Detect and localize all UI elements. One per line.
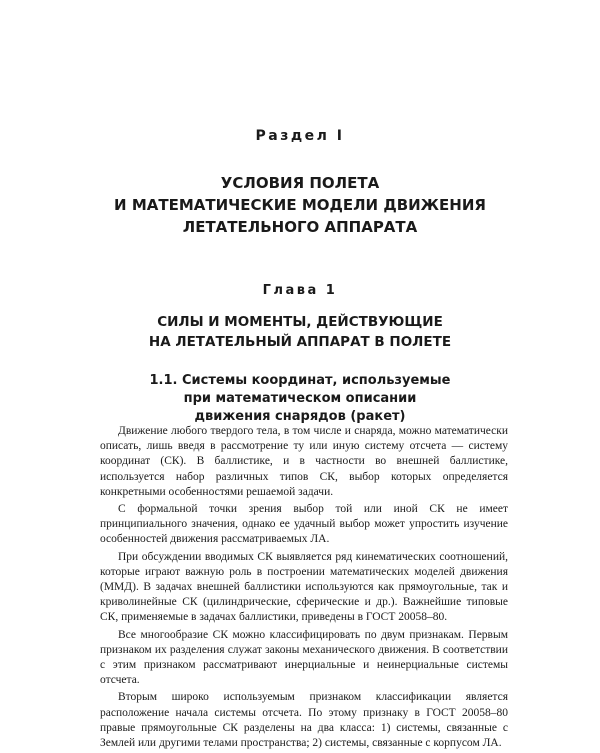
paragraph: Все многообразие СК можно классифицировать по двум признакам. Первым признаком их разделения служат законы механического движения. В соответствии с этим признаком рассматривают инерциальные и неинерциальные системы отсчета. xyxy=(100,628,508,687)
subsection-title-line: 1.1. Системы координат, используемые xyxy=(149,373,451,388)
body-text xyxy=(100,424,508,753)
section-label: Раздел I xyxy=(255,128,345,144)
chapter-title xyxy=(0,312,600,352)
subsection-title xyxy=(0,372,600,426)
paragraph: С формальной точки зрения выбор той или иной СК не имеет принципиального значения, однако ее удачный выбор может упростить изучение особенностей движения рассматриваемых ЛА. xyxy=(100,503,508,546)
section-title-line: ЛЕТАТЕЛЬНОГО АППАРАТА xyxy=(182,218,418,236)
chapter-title-line: НА ЛЕТАТЕЛЬНЫЙ АППАРАТ В ПОЛЕТЕ xyxy=(148,334,452,350)
paragraph: Вторым широко используемым признаком классификации является расположение начала системы отсчета. По этому признаку в ГОСТ 20058–80 правые прямоугольные СК разделены на два класса: 1) системы, связанные с Землей или другими телами пространства; 2) системы, связанные с корпусом ЛА. xyxy=(100,691,508,750)
section-title-line: И МАТЕМАТИЧЕСКИЕ МОДЕЛИ ДВИЖЕНИЯ xyxy=(114,196,486,214)
subsection-title-line: при математическом описании xyxy=(183,391,417,406)
chapter-label: Глава 1 xyxy=(262,283,338,298)
paragraph: При обсуждении вводимых СК выявляется ряд кинематических соотношений, которые играют важную роль в построении математических моделей движения (ММД). В задачах внешней баллистики используются как прямоугольные, так и криволинейные СК (цилиндрические, сферические и др.). Важнейшие типовые СК, применяемые в задачах баллистики, приведены в ГОСТ 20058–80. xyxy=(100,550,508,624)
section-title xyxy=(0,172,600,238)
chapter-title-line: СИЛЫ И МОМЕНТЫ, ДЕЙСТВУЮЩИЕ xyxy=(157,314,443,330)
subsection-title-line: движения снарядов (ракет) xyxy=(194,409,406,424)
paragraph: Движение любого твердого тела, в том числе и снаряда, можно математически описать, лишь введя в рассмотрение ту или иную систему отсчета — систему координат (СК). В баллистике, и в частности во внешней баллистике, используется набор различных типов СК, выбор которых определяется конкретными особенностями решаемой задачи. xyxy=(100,425,508,498)
section-title-line: УСЛОВИЯ ПОЛЕТА xyxy=(220,174,380,192)
